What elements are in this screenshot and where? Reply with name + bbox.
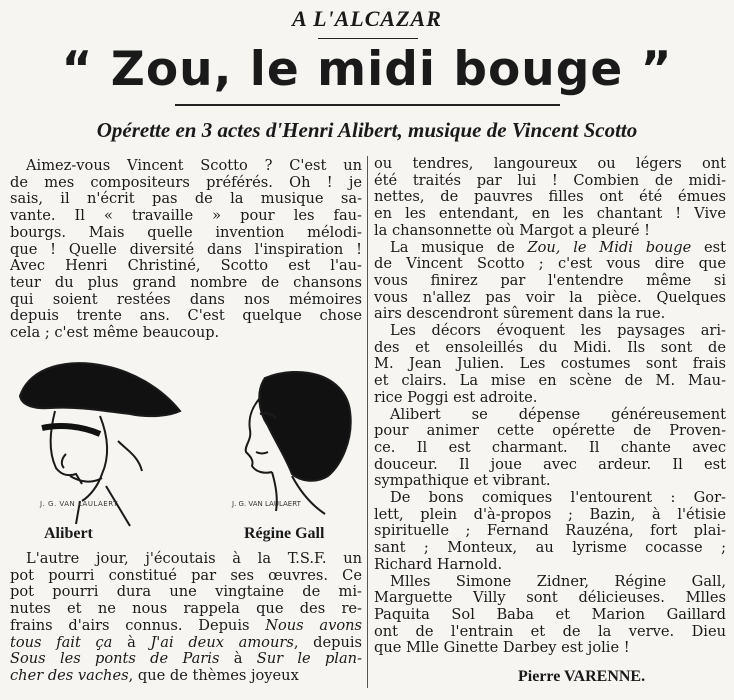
text-line: Paquita Sol Baba et Marion Gaillard xyxy=(374,605,726,623)
text-line: bourgs. Mais quelle invention mélodi- xyxy=(10,223,362,241)
text-line: nettes, de pauvres filles ont été émues xyxy=(374,188,726,206)
caption-regine-gall: Régine Gall xyxy=(244,525,325,542)
text-line: vous n'allez pas voir la pièce. Quelques xyxy=(374,288,726,306)
text-line: que Mlle Ginette Darbey est jolie ! xyxy=(374,639,630,657)
text-line: La musique de Zou, le Midi bouge est xyxy=(390,238,726,256)
text-line: ou tendres, langoureux ou légers ont xyxy=(374,155,726,172)
column-left-bottom xyxy=(10,551,362,685)
text-line: L'autre jour, j'écoutais à la T.S.F. un xyxy=(26,550,362,567)
text-line: que ! Quelle diversité dans l'inspiration ! xyxy=(10,240,362,258)
text-line: lett, plein d'à-propos ; Bazin, à l'étisie xyxy=(374,505,726,523)
artist-signature-right: J. G. VAN LAULAERT xyxy=(232,500,301,508)
text-line: douceur. Il joue avec ardeur. Il est xyxy=(374,455,726,473)
text-line: sant ; Monteux, au lyrisme cocasse ; xyxy=(374,539,726,557)
artist-signature-left: J. G. VAN LAULAERT xyxy=(40,500,118,508)
venue-kicker: A L'ALCAZAR xyxy=(292,6,442,31)
text-line: cela ; c'est même beaucoup. xyxy=(10,324,220,342)
text-line: vante. Il « travaille » pour les fau- xyxy=(10,207,362,225)
text-line: spirituelle ; Fernand Rauzéna, fort plai- xyxy=(374,522,726,540)
text-line: vous finirez par l'entendre même si xyxy=(374,271,726,289)
text-line: airs descendront sûrement dans la rue. xyxy=(374,305,666,323)
text-line: M. Jean Julien. Les costumes sont frais xyxy=(374,355,726,373)
column-left-top xyxy=(10,158,362,342)
column-divider xyxy=(367,156,368,688)
text-line: Alibert se dépense généreusement xyxy=(390,405,726,423)
text-line: Mlles Simone Zidner, Régine Gall, xyxy=(390,572,726,590)
headline-rule xyxy=(175,104,560,106)
text-line: Les décors évoquent les paysages ari- xyxy=(390,322,726,340)
text-line: sympathique et vibrant. xyxy=(374,472,551,490)
text-line: Marguette Villy sont délicieuses. Mlles xyxy=(374,589,726,607)
text-line: Avec Henri Christiné, Scotto est l'au- xyxy=(10,257,362,275)
kicker-rule xyxy=(318,38,418,39)
text-line: sais, il n'écrit pas de la musique sa- xyxy=(10,190,362,208)
text-line: teur du plus grand nombre de chansons xyxy=(10,273,362,291)
text-line: rice Poggi est adroite. xyxy=(374,388,538,406)
author-byline: Pierre VARENNE. xyxy=(518,668,646,685)
text-line: été traités par lui ! Combien de midi- xyxy=(374,171,726,189)
text-line: depuis trente ans. C'est quelque chose xyxy=(10,307,362,325)
headline: “ Zou, le midi bouge ” xyxy=(61,42,673,97)
text-line: Aimez-vous Vincent Scotto ? C'est un xyxy=(26,157,362,174)
caricature-illustrations xyxy=(10,356,362,546)
text-line: de mes compositeurs préférés. Oh ! je xyxy=(10,173,362,191)
text-line: de Vincent Scotto ; c'est vous dire que xyxy=(374,255,726,273)
text-line: la chansonnette où Margot a pleuré ! xyxy=(374,221,650,239)
text-line: tous fait ça à J'ai deux amours, depuis xyxy=(10,633,362,651)
text-line: et clairs. La mise en scène de M. Mau- xyxy=(374,372,726,390)
text-line: cher des vaches, que de thèmes joyeux xyxy=(10,666,299,684)
text-line: frains d'airs connus. Depuis Nous avons xyxy=(10,616,362,634)
column-right xyxy=(374,156,726,657)
text-line: pot pourri constitué par ses œuvres. Ce xyxy=(10,566,362,584)
text-line: en les entendant, en les chantant ! Vive xyxy=(374,205,726,223)
text-line: pour animer cette opérette de Proven- xyxy=(374,422,726,440)
text-line: Sous les ponts de Paris à Sur le plan- xyxy=(10,650,362,668)
regine-gall-caricature xyxy=(246,372,351,514)
caption-alibert: Alibert xyxy=(44,525,93,542)
text-line: Richard Harnold. xyxy=(374,555,503,573)
text-line: des et ensoleillés du Midi. Ils sont de xyxy=(374,338,726,356)
text-line: ont de l'entrain et de la verve. Dieu xyxy=(374,622,726,640)
subhead: Opérette en 3 actes d'Henri Alibert, musique de Vincent Scotto xyxy=(96,118,638,142)
text-line: pot pourri dura une vingtaine de mi- xyxy=(10,583,362,601)
text-line: nutes et ne nous rappela que des re- xyxy=(10,600,362,618)
text-line: qui soient restées dans nos mémoires xyxy=(10,290,362,308)
caricature-drawings xyxy=(10,356,362,546)
text-line: ce. Il est charmant. Il chante avec xyxy=(374,438,726,456)
text-line: De bons comiques l'entourent : Gor- xyxy=(390,489,726,507)
